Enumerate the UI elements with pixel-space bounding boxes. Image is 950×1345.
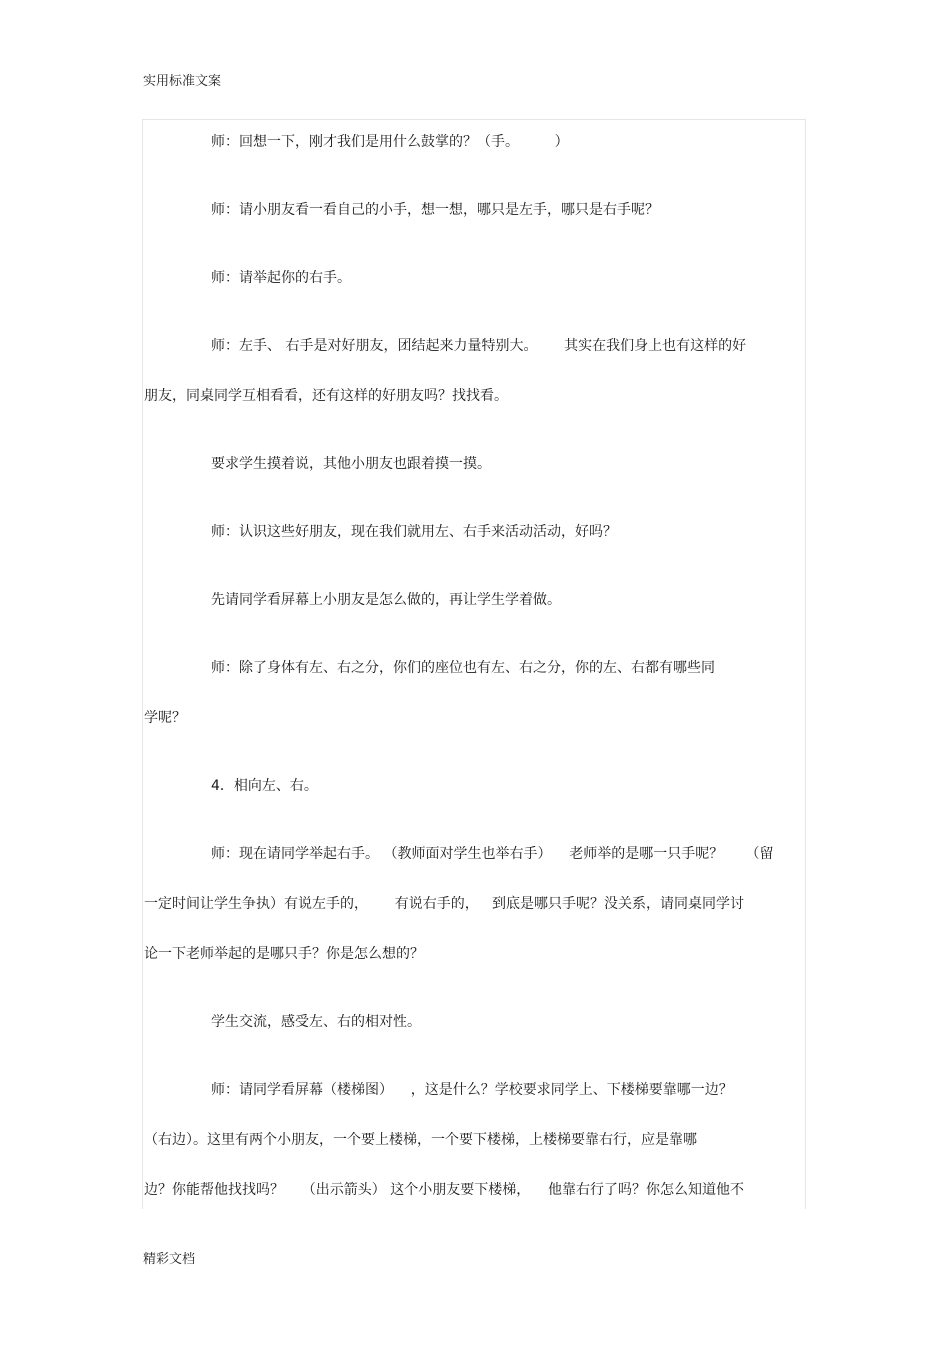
paragraph-line: 师：回想一下，刚才我们是用什么鼓掌的？（手。 ）	[211, 134, 569, 150]
paragraph-line: 师：请小朋友看一看自己的小手，想一想，哪只是左手，哪只是右手呢？	[211, 202, 659, 218]
paragraph-line: （右边）。这里有两个小朋友，一个要上楼梯，一个要下楼梯，上楼梯要靠右行，应是靠哪	[144, 1132, 697, 1148]
page-header: 实用标准文案	[143, 74, 222, 89]
paragraph-line: 师：请同学看屏幕（楼梯图） ，这是什么？学校要求同学上、下楼梯要靠哪一边？	[211, 1082, 733, 1098]
paragraph-line: 师：现在请同学举起右手。 （教师面对学生也举右手） 老师举的是哪一只手呢？ （留	[211, 846, 774, 862]
paragraph-line: 学生交流，感受左、右的相对性。	[211, 1014, 421, 1030]
paragraph-line: 师：左手、 右手是对好朋友，团结起来力量特别大。 其实在我们身上也有这样的好	[211, 338, 747, 354]
paragraph-line: 师：除了身体有左、右之分，你们的座位也有左、右之分，你的左、右都有哪些同	[211, 660, 715, 676]
section-heading: 4．相向左、右。	[211, 778, 318, 794]
paragraph-line: 学呢？	[144, 710, 186, 726]
paragraph-line: 先请同学看屏幕上小朋友是怎么做的，再让学生学着做。	[211, 592, 561, 608]
paragraph-line: 朋友，同桌同学互相看看，还有这样的好朋友吗？找找看。	[144, 388, 508, 404]
paragraph-line: 边？你能帮他找找吗？ （出示箭头） 这个小朋友要下楼梯， 他靠右行了吗？你怎么知道他不	[144, 1182, 745, 1198]
paragraph-line: 要求学生摸着说，其他小朋友也跟着摸一摸。	[211, 456, 491, 472]
paragraph-line: 师：认识这些好朋友，现在我们就用左、右手来活动活动，好吗？	[211, 524, 617, 540]
paragraph-line: 一定时间让学生争执）有说左手的， 有说右手的， 到底是哪只手呢？没关系，请同桌同学讨	[144, 896, 745, 912]
paragraph-line: 师：请举起你的右手。	[211, 270, 351, 286]
paragraph-line: 论一下老师举起的是哪只手？你是怎么想的？	[144, 946, 424, 962]
page-footer: 精彩文档	[143, 1252, 196, 1267]
